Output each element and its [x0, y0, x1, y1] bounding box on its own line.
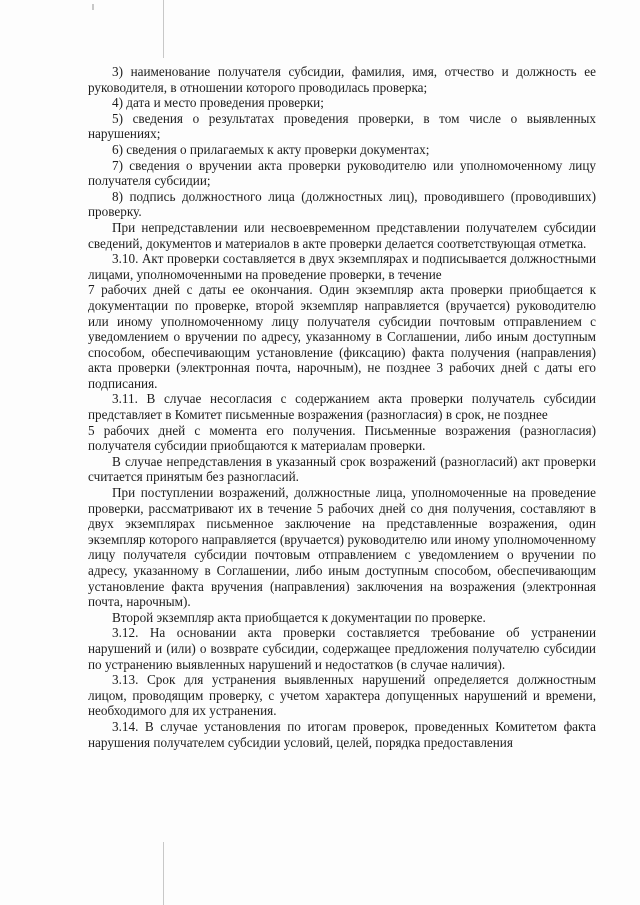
paragraph: 3.14. В случае установления по итогам проверок, проведенных Комитетом факта нарушения получателем субсидии условий, целей, порядка предоставления — [88, 718, 596, 750]
paragraph: 7 рабочих дней с даты ее окончания. Один экземпляр акта проверки приобщается к документации по проверке, второй экземпляр направляется (вручается) руководителю или иному уполномоченному лицу получателя субсидии почтовым отправлением с уведомлением о вручении по адресу, указанному в Соглашении, либо иным доступным способом, обеспечивающим установление (фиксацию) факта получения (направления) акта проверки (электронная почта, нарочным), не позднее 3 рабочих дней с даты его подписания. — [88, 282, 596, 391]
paragraph: 8) подпись должностного лица (должностных лиц), проводившего (проводивших) проверку. — [88, 188, 596, 220]
scan-artifact-corner — [92, 4, 94, 10]
paragraph: 3.13. Срок для устранения выявленных нарушений определяется должностным лицом, проводящим проверку, с учетом характера допущенных нарушений и времени, необходимого для их устранения. — [88, 672, 596, 719]
paragraph: 4) дата и место проведения проверки; — [112, 95, 324, 111]
paragraph: 5) сведения о результатах проведения проверки, в том числе о выявленных нарушениях; — [88, 110, 596, 142]
paragraph: 7) сведения о вручении акта проверки руководителю или уполномоченному лицу получателя субсидии; — [88, 157, 596, 189]
document-body — [88, 64, 596, 750]
scan-artifact-bottom — [163, 842, 164, 905]
paragraph: 6) сведения о прилагаемых к акту проверки документах; — [112, 141, 430, 157]
paragraph: 3) наименование получателя субсидии, фамилия, имя, отчество и должность ее руководителя, в отношении которого проводилась проверка; — [88, 64, 596, 95]
paragraph: Второй экземпляр акта приобщается к документации по проверке. — [112, 609, 486, 625]
paragraph: 3.10. Акт проверки составляется в двух экземплярах и подписывается должностными лицами, уполномоченными на проведение проверки, в течение — [88, 251, 596, 282]
scan-artifact-top — [163, 0, 164, 58]
paragraph: В случае непредставления в указанный срок возражений (разногласий) акт проверки считается принятым без разногласий. — [88, 453, 596, 485]
paragraph: 5 рабочих дней с момента его получения. Письменные возражения (разногласия) получателя субсидии приобщаются к материалам проверки. — [88, 422, 596, 454]
paragraph: При непредставлении или несвоевременном представлении получателем субсидии сведений, документов и материалов в акте проверки делается соответствующая отметка. — [88, 219, 596, 251]
paragraph: 3.11. В случае несогласия с содержанием акта проверки получатель субсидии представляет в Комитет письменные возражения (разногласия) в срок, не позднее — [88, 391, 596, 423]
paragraph: 3.12. На основании акта проверки составляется требование об устранении нарушений и (или) о возврате субсидии, содержащее предложения получателю субсидии по устранению выявленных нарушений и недостатков (в случае наличия). — [88, 625, 596, 672]
paragraph: При поступлении возражений, должностные лица, уполномоченные на проведение проверки, рассматривают их в течение 5 рабочих дней со дня получения, составляют в двух экземплярах письменное заключение на представленные возражения, один экземпляр которого направляется (вручается) руководителю или иному уполномоченному лицу получателя субсидии почтовым отправлением с уведомлением о вручении по адресу, указанному в Соглашении, либо иным доступным способом, обеспечивающим установление факта вручения (направления) заключения на возражения (электронная почта, нарочным). — [88, 485, 596, 610]
